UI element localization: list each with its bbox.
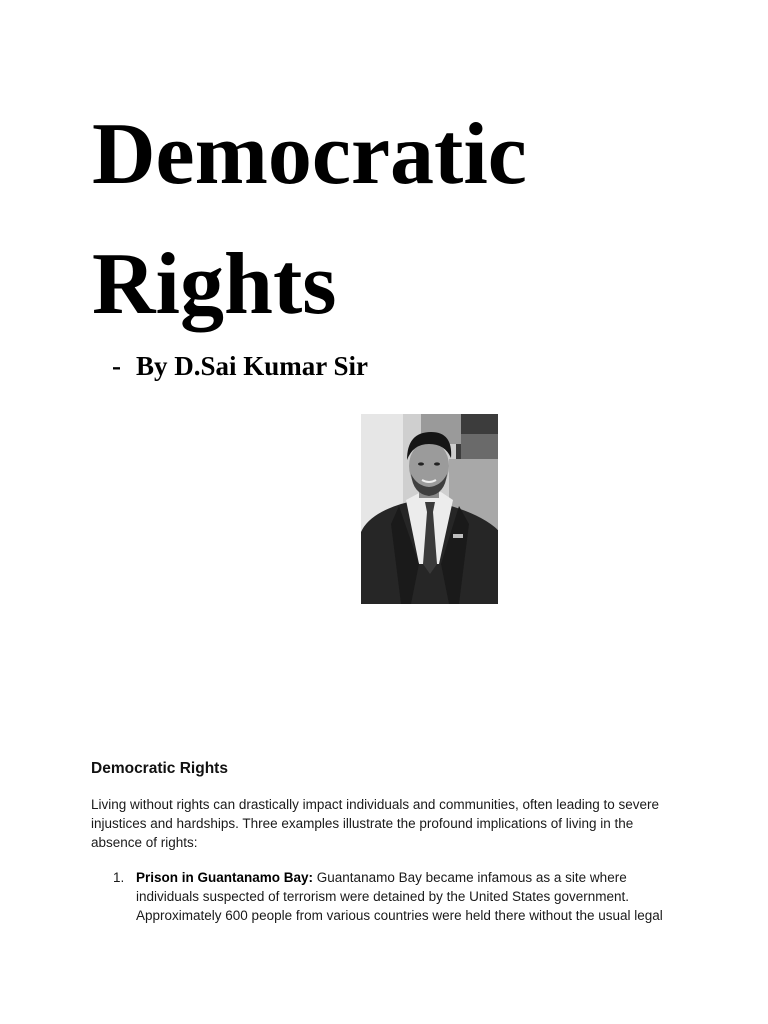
list-item-text: Guantanamo Bay became infamous as a site where individuals suspected of terrorism were detained by the United States government. Approximately 600 people from various countries were held there without the usual legal [136, 870, 663, 923]
list-item [91, 868, 691, 925]
byline-dash: - [112, 351, 121, 381]
list-item-term: Prison in Guantanamo Bay: [136, 870, 314, 885]
examples-list [91, 868, 691, 925]
author-byline [112, 349, 368, 383]
document-title [92, 90, 652, 350]
intro-paragraph: Living without rights can drastically impact individuals and communities, often leading to severe injustices and hardships. Three examples illustrate the profound implications of living in the absence of rights: [91, 797, 660, 850]
title-line-1: Democratic [92, 106, 527, 203]
title-line-2: Rights [92, 236, 337, 333]
byline-text: By D.Sai Kumar Sir [136, 351, 369, 381]
section-heading: Democratic Rights [91, 760, 228, 777]
author-portrait-photo [361, 414, 498, 604]
list-item-number: 1. [113, 870, 125, 885]
